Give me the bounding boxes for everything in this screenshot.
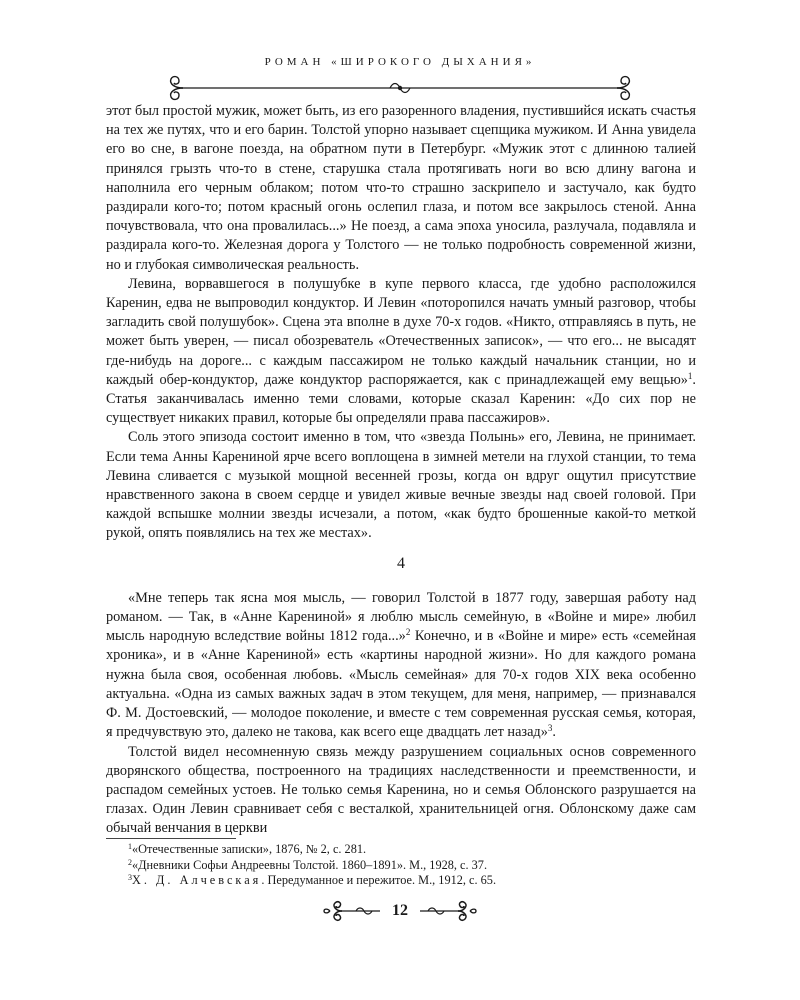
paragraph: Левина, ворвавшегося в полушубке в купе первого класса, где удобно расположился Каренин, едва не выпроводил кондуктор. И Левин «поторопился начать умный разговор, чтобы загладить свой полушубок». Сцена эта вполне в духе 70-х годов. «Никто, отправляясь в путь, не может быть уверен, — писал обозреватель «Отечественных записок», — что его... не высадят где-нибудь на дороге... с каждым пассажиром не только каждый начальник станции, но и каждый обер-кондуктор, даже кондуктор распоряжается, как с принадлежащей ему вещью»$^1$. Статья заканчивалась именно теми словами, которые сказал Каренин: «До сих пор не существует никаких правил, которые бы определяли права пассажиров».: [106, 275, 696, 427]
section-number: 4: [397, 554, 405, 572]
footnote-text: «Дневники Софьи Андреевны Толстой. 1860–1891». М., 1928, с. 37.: [132, 857, 488, 872]
footnote-number: 1: [128, 842, 132, 851]
paragraph-text: Статья заканчивалась именно теми словами, которые сказал Каренин: «До сих пор не существует никаких правил, которые бы определяли права пассажиров».: [106, 391, 696, 427]
paragraph: этот был простой мужик, может быть, из его разоренного владения, пустившийся искать счастья на тех же путях, что и его барин. Толстой упорно называет сцепщика мужиком. И Анна увидела его во сне, в вагоне поезда, на обратном пути в Петербург. «Мужик этот с длинною талией принялся грызть что-то в стене, старушка стала протягивать ноги во всю длину вагона и наполнила его черным облаком; потом что-то страшно заскрипело и застучало, как будто раздирали кого-то; потом красный огонь ослепил глаза, и потом все закрылось стеной. Анна почувствовала, что она провалилась...» Не поезд, а сама эпоха уносила, разлучала, подавляла и раздирала кого-то. Железная дорога у Толстого — не только подробность современной жизни, но и глубокая символическая реальность.: [106, 103, 696, 273]
paragraph: Толстой видел несомненную связь между разрушением социальных основ современного дворянского общества, построенного на традициях наследственности и преемственности, и распадом семейных устоев. Не только семья Каренина, но и семья Облонского разрушается на глазах. Один Левин сравнивает себя с весталкой, хранительницей огня. Облонскому даже сам обычай венчания в церкви: [106, 743, 696, 837]
footnote-ref: 3: [547, 723, 553, 734]
running-header: [0, 56, 800, 102]
paragraph-text: Конечно, и в «Войне и мире» есть «семейная хроника», и в «Анне Карениной» есть «картины народной жизни». Но для каждого романа нужна была своя, особенная любовь. «Мысль семейная» для 70-х годов XIX века особенно актуальна. «Одна из самых важных задач в этом текущем, для меня, например, — признавался Ф. М. Достоевский, — молодое поколение, и вместе с тем современная русская семья, которая, я предчувствую это, далеко не такова, как всего еще двадцать лет назад»: [106, 628, 696, 741]
footnote-author: Х. Д. Алчевская: [132, 873, 262, 887]
footnote-ref: 2: [405, 627, 411, 638]
right-flourish-icon: [418, 900, 478, 922]
paragraph-text: Левина, ворвавшегося в полушубке в купе первого класса, где удобно расположился Каренин, едва не выпроводил кондуктор. И Левин «поторопился начать умный разговор, чтобы загладить свой полушубок». Сцена эта вполне в духе 70-х годов. «Никто, отправляясь в путь, не может быть уверен, — писал обозреватель «Отечественных записок», — что его... не высадят где-нибудь на дороге... с каждым пассажиром не только каждый начальник станции, но и каждый обер-кондуктор, даже кондуктор распоряжается, как с принадлежащей ему вещью»: [106, 275, 696, 388]
footnote-divider: [106, 838, 236, 839]
left-flourish-icon: [322, 900, 382, 922]
footnote: [106, 873, 696, 889]
running-head-title: РОМАН «ШИРОКОГО ДЫХАНИЯ»: [264, 56, 536, 68]
footnote-number: 2: [128, 857, 132, 867]
footnotes: [106, 838, 696, 889]
footnote: [106, 858, 696, 874]
footnote-ref: 1: [687, 370, 693, 381]
footnote-text: «Отечественные записки», 1876, № 2, с. 281.: [132, 842, 367, 856]
paragraph-text: «Мне теперь так ясна моя мысль, — говорил Толстой в 1877 году, завершая работу над романом. — Так, в «Анне Карениной» я люблю мысль семейную, в «Войне и мире» любил мысль народную вследствие войны 1812 года...»: [106, 589, 696, 645]
footnote-number: 3: [128, 873, 132, 882]
paragraph: Соль этого эпизода состоит именно в том, что «звезда Полынь» его, Левина, не принимает. Если тема Анны Карениной ярче всего воплощена в зимней метели на глухой станции, то тема Левина сливается с музыкой мощной весенней грозы, когда он вдруг ощутил присутствие нравственного закона в своем сердце и увидел живые вечные звезды над своей головой. При каждой вспышке молнии звезды исчезали, а потом, «как будто брошенные какой-то меткой рукой, опять появлялись на тех же местах».: [106, 429, 696, 542]
page-footer: [0, 900, 800, 926]
page-number: 12: [392, 902, 408, 919]
footnote: [106, 842, 696, 858]
main-text: [106, 102, 696, 839]
ornamental-rule: [165, 74, 635, 102]
footnote-text: . Передуманное и пережитое. М., 1912, с. 65.: [261, 873, 497, 887]
paragraph: «Мне теперь так ясна моя мысль, — говорил Толстой в 1877 году, завершая работу над романом. — Так, в «Анне Карениной» я люблю мысль семейную, в «Войне и мире» любил мысль народную вследствие войны 1812 года...»$^2$ Конечно, и в «Войне и мире» есть «семейная хроника», и в «Анне Карениной» есть «картины народной жизни». Но для каждого романа нужна была своя, особенная любовь. «Мысль семейная» для 70-х годов XIX века особенно актуальна. «Одна из самых важных задач в этом текущем, для меня, например, — признавался Ф. М. Достоевский, — молодое поколение, и вместе с тем современная русская семья, которая, я предчувствую это, далеко не такова, как всего еще двадцать лет назад»$^3$.: [106, 589, 696, 741]
